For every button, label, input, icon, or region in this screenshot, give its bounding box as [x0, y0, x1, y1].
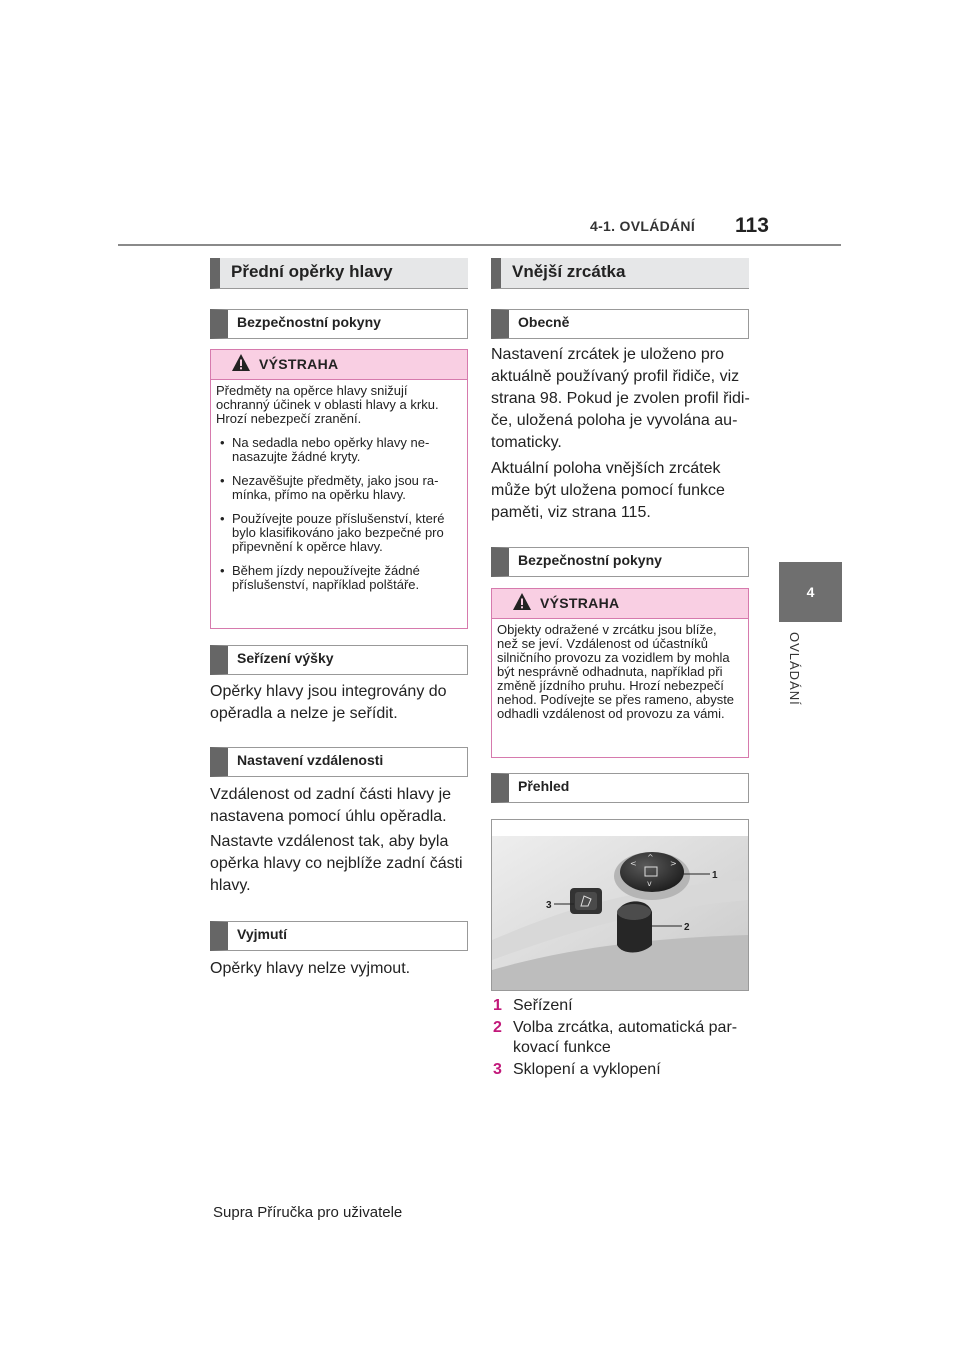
warning-body [492, 619, 748, 729]
page-number: 113 [735, 214, 769, 237]
figure-legend [491, 996, 749, 1082]
svg-text:v: v [647, 879, 652, 888]
warning-title: VÝSTRAHA [259, 356, 339, 372]
warning-intro: Předměty na opěrce hlavy snižují ochranný účinek v oblasti hlavy a krku. Hrozí nebezpečí zranění. [216, 383, 439, 426]
warning-bullet: • Na sedadla nebo opěrky hlavy nenasazujte žádné kryty. [216, 436, 459, 464]
subheading-distance: Nastavení vzdálenosti [210, 747, 468, 777]
running-header-section: 4-1. OVLÁDÁNÍ [590, 218, 696, 234]
warning-header [211, 350, 467, 380]
section-title-mirrors: Vnější zrcátka [491, 258, 749, 289]
legend-text: Seřízení [513, 997, 573, 1014]
svg-text:^: ^ [647, 853, 654, 862]
subheading-general: Obecně [491, 309, 749, 339]
legend-item [491, 1018, 749, 1058]
subheading-safety: Bezpečnostní pokyny [210, 309, 468, 339]
legend-number: 3 [493, 1061, 502, 1078]
paragraph-removal: Opěrky hlavy nelze vyjmout. [210, 960, 411, 977]
paragraph-mirrors-2: Aktuální poloha vnějších zrcátek může být uložena pomocí funkce paměti, viz strana 115. [491, 460, 725, 521]
subheading-overview: Přehled [491, 773, 749, 803]
paragraph-distance-1: Vzdálenost od zadní části hlavy je nastavena pomocí úhlu opěradla. [210, 786, 452, 825]
warning-list [216, 436, 459, 592]
warning-box-mirrors [491, 588, 749, 758]
chapter-tab: 4 [779, 562, 842, 622]
paragraph-height: Opěrky hlavy jsou integrovány do opěradla a nelze je seřídit. [210, 683, 447, 722]
callout-3: 3 [546, 900, 552, 911]
warning-box-headrests [210, 349, 468, 629]
legend-number: 2 [493, 1019, 502, 1036]
chapter-side-label: OVLÁDÁNÍ [787, 632, 802, 706]
svg-text:>: > [670, 859, 677, 868]
subheading-removal: Vyjmutí [210, 921, 468, 951]
mirror-controls-figure [491, 819, 749, 991]
warning-text: Objekty odražené v zrcátku jsou blíže, než se jeví. Vzdálenost od účastníků silničního provozu za vozidlem by mohla být nesprávně odhadnuta, například při změně jízdního pruhu. Hrozí nebezpečí nehod. Podívejte se přes rameno, abyste odhadli vzdálenost od provozu za vámi. [497, 622, 735, 721]
paragraph-mirrors-1: Nastavení zrcátek je uloženo pro aktuálně používaný profil řidiče, viz strana 98. Pokud je zvolen profil řidiče, uložená poloha je vyvolána automaticky. [491, 346, 750, 451]
subheading-height-adjust: Seřízení výšky [210, 645, 468, 675]
mirror-controls-illustration [492, 820, 748, 990]
warning-bullet: • Během jízdy nepoužívejte žádné příslušenství, například polštáře. [216, 564, 459, 592]
warning-triangle-icon [512, 592, 532, 612]
legend-item [491, 1060, 749, 1080]
warning-bullet: • Používejte pouze příslušenství, které bylo klasifikováno jako bezpečné pro připevnění k opěrce hlavy. [216, 512, 459, 554]
section-title-headrests: Přední opěrky hlavy [210, 258, 468, 289]
warning-body [211, 380, 467, 600]
legend-number: 1 [493, 997, 502, 1014]
paragraph-distance-2: Nastavte vzdálenost tak, aby byla opěrka hlavy co nejblíže zadní části hlavy. [210, 833, 463, 894]
page-footer: Supra Příručka pro uživatele [213, 1204, 403, 1221]
warning-bullet: • Nezavěšujte předměty, jako jsou ramínka, přímo na opěrku hlavy. [216, 474, 459, 502]
header-rule [118, 244, 841, 246]
svg-text:<: < [630, 859, 637, 868]
subheading-safety-mirrors: Bezpečnostní pokyny [491, 547, 749, 577]
callout-1: 1 [712, 870, 718, 881]
legend-text: Volba zrcátka, automatická parkovací funkce [513, 1019, 738, 1056]
legend-item [491, 996, 749, 1016]
warning-title: VÝSTRAHA [540, 595, 620, 611]
warning-triangle-icon [231, 353, 251, 373]
warning-header [492, 589, 748, 619]
legend-text: Sklopení a vyklopení [513, 1061, 661, 1078]
callout-2: 2 [684, 922, 690, 933]
